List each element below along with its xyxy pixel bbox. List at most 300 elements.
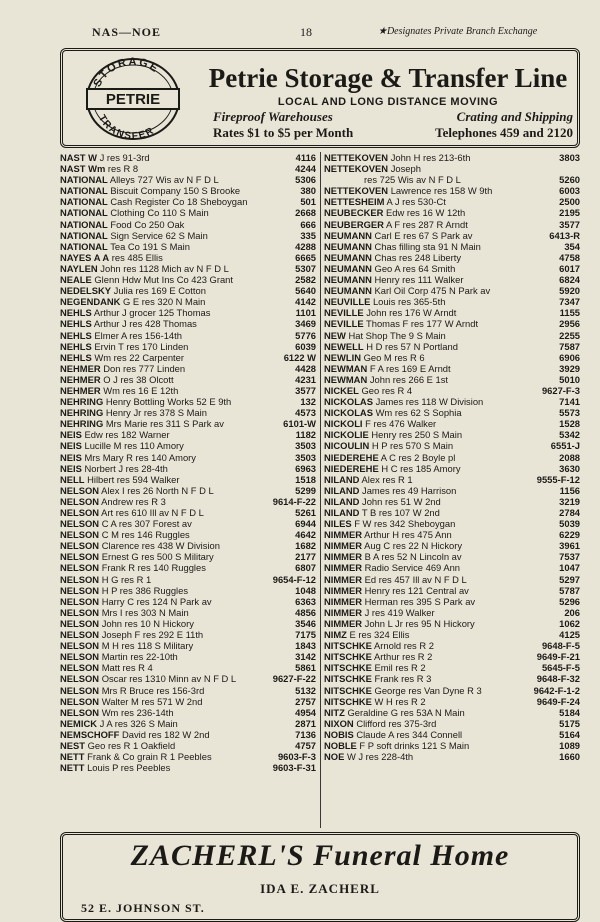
entry-detail: F P soft drinks 121 S Main [359,739,470,751]
entry-phone: 5039 [559,518,580,530]
entry-name: NICKOLIE [324,429,369,441]
directory-entry [60,629,316,640]
entry-detail: F res 476 Walker [365,418,437,430]
directory-entry [324,363,580,374]
entry-name: NELSON [60,529,100,541]
entry-detail: Harry C res 124 N Park av [101,595,212,607]
entry-detail: Henry res 121 Central av [364,584,469,596]
directory-entry [324,252,580,263]
directory-entry [324,263,580,274]
entry-detail: Mrs R Bruce res 156-3rd [101,684,205,696]
entry-name: NILAND [324,484,360,496]
directory-entry [324,485,580,496]
entry-name: NICKEL [324,384,359,396]
petrie-seal-logo [83,57,183,141]
entry-name: NELSON [60,495,100,507]
entry-detail: Wm res 16 E 12th [103,384,179,396]
entry-phone: 2088 [559,451,580,463]
directory-entry [324,673,580,684]
entry-name: NEUMANN [324,240,372,252]
entry-detail: Henry res 250 S Main [371,429,463,441]
listing-column-left [60,152,316,773]
directory-entry [60,307,316,318]
directory-entry [60,252,316,263]
entry-detail: Chas res 248 Liberty [374,251,462,263]
entry-detail: H G res R 1 [101,573,152,585]
entry-phone: 3803 [559,152,580,163]
entry-phone: 2255 [559,329,580,341]
directory-entry [324,440,580,451]
entry-name: NATIONAL [60,196,108,208]
entry-detail: Geo res R 4 [361,384,413,396]
entry-phone: 5175 [559,717,580,729]
entry-name: NELSON [60,518,100,530]
entry-phone: 3219 [559,495,580,507]
directory-entry [60,529,316,540]
directory-entry [324,551,580,562]
directory-entry [60,585,316,596]
entry-phone: 4856 [295,606,316,618]
entry-name: NITSCHKE [324,640,372,652]
entry-detail: Karl Oil Corp 475 N Park av [374,285,491,297]
entry-phone: 1101 [295,307,316,319]
entry-detail: Don res 777 Linden [103,362,186,374]
entry-phone: 4758 [559,251,580,263]
entry-detail: John res 176 W Arndt [366,307,457,319]
entry-phone: 1089 [559,739,580,751]
entry-phone: 6551-J [550,440,580,452]
entry-name: NITSCHKE [324,684,372,696]
petrie-warehouses: Fireproof Warehouses [213,109,333,124]
directory-entry [60,685,316,696]
entry-detail: Radio Service 469 Ann [364,562,461,574]
directory-entry [324,185,580,196]
directory-entry [60,740,316,751]
entry-detail: F W res 342 Sheboygan [354,518,456,530]
entry-name: NEIS [60,462,82,474]
entry-name: NEHRING [60,418,104,430]
entry-phone: 9648-F-5 [541,640,580,652]
entry-phone: 5640 [295,285,316,297]
directory-entry [60,196,316,207]
directory-entry [60,396,316,407]
entry-detail: Arthur H res 475 Ann [364,529,452,541]
entry-detail: J res 91-3rd [99,152,150,163]
entry-phone: 4231 [295,373,316,385]
entry-phone: 4642 [295,529,316,541]
directory-entry [60,185,316,196]
entry-name: NEW [324,329,346,341]
entry-phone: 6017 [559,262,580,274]
entry-detail: Chas filling sta 91 N Main [374,240,481,252]
entry-detail: John res 266 E 1st [369,373,449,385]
page-number: 18 [300,25,312,39]
directory-entry [324,230,580,241]
entry-name: NEMSCHOFF [60,728,120,740]
entry-name: NEIS [60,440,82,452]
entry-phone: 6122 W [283,351,316,363]
entry-name: NEHLS [60,351,92,363]
directory-entry [324,474,580,485]
entry-detail: Henry Bottling Works 52 E 9th [105,396,232,408]
entry-phone: 2177 [295,551,316,563]
directory-entry [60,673,316,684]
entry-phone: 1682 [295,540,316,552]
entry-name: NATIONAL [60,174,108,186]
entry-detail: Alleys 727 Wis av N F D L [109,174,219,186]
entry-detail: H P res 570 S Main [371,440,454,452]
entry-detail: James res 49 Harrison [362,484,457,496]
directory-entry [60,285,316,296]
directory-entry [60,551,316,562]
entry-detail: Edw res 182 Warner [84,429,170,441]
directory-entry [324,707,580,718]
entry-detail: Geo M res R 6 [363,351,425,363]
entry-phone: 2871 [295,717,316,729]
entry-name: NOBLE [324,739,357,751]
entry-detail: Food Co 250 Oak [110,218,185,230]
directory-entry [60,241,316,252]
entry-detail: Cash Register Co 18 Sheboygan [110,196,248,208]
entry-phone: 5645-F-5 [541,662,580,674]
entry-name: NIMMER [324,606,363,618]
entry-phone: 9649-F-24 [536,695,580,707]
directory-entry [60,452,316,463]
entry-name: NELL [60,473,85,485]
entry-phone: 3577 [559,218,580,230]
entry-phone: 9648-F-32 [536,673,580,685]
entry-name: NOE [324,751,345,763]
entry-detail: A F res 287 R Arndt [386,218,468,230]
zacherl-advertisement [60,832,580,922]
entry-name: NIXON [324,717,354,729]
entry-phone: 9654-F-12 [272,573,316,585]
entry-detail: Claude A res 344 Connell [356,728,463,740]
entry-name: NEUMANN [324,285,372,297]
entry-detail: Wm res 22 Carpenter [94,351,185,363]
entry-name: NELSON [60,662,100,674]
entry-name: NEHLS [60,307,92,319]
entry-phone: 6906 [559,351,580,363]
directory-entry [60,474,316,485]
directory-entry [324,618,580,629]
entry-detail: Hat Shop The 9 S Main [348,329,446,341]
entry-name: NELSON [60,573,100,585]
entry-phone: 4573 [295,407,316,419]
entry-name: NITZ [324,706,345,718]
entry-detail: David res 182 W 2nd [121,728,210,740]
directory-entry [60,440,316,451]
entry-phone: 5307 [295,262,316,274]
entry-detail: H C res 185 Amory [381,462,461,474]
entry-detail: Hilbert res 594 Walker [87,473,180,485]
directory-entry [60,418,316,429]
petrie-rates: Rates $1 to $5 per Month [213,125,354,140]
entry-detail: John res 51 W 2nd [362,495,441,507]
entry-detail: H D res 57 N Portland [366,340,458,352]
entry-name: NEIS [60,429,82,441]
directory-entry [60,751,316,762]
entry-detail: C M res 146 Ruggles [101,529,190,541]
entry-phone: 1528 [559,418,580,430]
entry-name: NICKOLAS [324,396,373,408]
entry-name: NELSON [60,562,100,574]
petrie-subtitle: LOCAL AND LONG DISTANCE MOVING [277,96,499,108]
entry-detail: Ervin T res 170 Linden [94,340,189,352]
directory-entry [60,562,316,573]
entry-name: NEUMANN [324,274,372,286]
entry-detail: Joseph F res 292 E 11th [101,629,204,641]
entry-phone: 5920 [559,285,580,297]
entry-detail: Henry res 111 Walker [374,274,464,286]
entry-detail: Frank & Co grain R 1 Peebles [87,751,212,763]
entry-detail: Sign Service 62 S Main [110,229,208,241]
entry-detail: Louis P res Peebles [87,762,171,774]
entry-phone: 2668 [295,207,316,219]
directory-entry [324,452,580,463]
entry-detail: Frank R res 140 Ruggles [101,562,206,574]
directory-listing [60,152,580,828]
entry-name: NIMMER [324,617,363,629]
entry-name: NEWELL [324,340,364,352]
entry-phone: 7136 [295,728,316,740]
entry-phone: 5299 [295,484,316,496]
entry-phone: 4116 [295,152,316,163]
entry-name: NELSON [60,584,100,596]
directory-entry [324,585,580,596]
entry-detail: John res 10 N Hickory [101,617,194,629]
entry-name: NEIS [60,451,82,463]
entry-name: NAYLEN [60,262,98,274]
entry-name: NELSON [60,540,100,552]
entry-name: NELSON [60,673,100,685]
directory-entry [324,574,580,585]
directory-entry [60,219,316,230]
entry-phone: 1156 [559,484,580,496]
entry-name: NIMMER [324,551,363,563]
directory-entry [60,152,316,163]
entry-name: NIMMER [324,540,363,552]
entry-phone: 501 [300,196,316,208]
entry-phone: 7587 [559,340,580,352]
directory-entry [324,496,580,507]
entry-name: NICOULIN [324,440,370,452]
entry-detail: Tea Co 191 S Main [110,240,190,252]
entry-phone: 2195 [559,207,580,219]
entry-name: NATIONAL [60,229,108,241]
entry-name: NELSON [60,695,100,707]
directory-entry [60,429,316,440]
directory-entry [60,485,316,496]
entry-phone: 6003 [559,185,580,197]
zacherl-subtitle: IDA E. ZACHERL [260,881,380,896]
entry-phone: 5261 [295,507,316,518]
seal-bottom-text: TRANSFER [95,113,157,141]
entry-phone: 9614-F-22 [272,495,316,507]
directory-entry [324,418,580,429]
directory-entry [60,230,316,241]
directory-entry [60,540,316,551]
entry-phone: 1182 [295,429,316,441]
entry-name: NETTESHEIM [324,196,385,208]
listing-column-right [324,152,580,762]
page-header-legend: ★Designates Private Branch Exchange [378,26,538,37]
directory-entry [60,207,316,218]
directory-entry [324,751,580,762]
directory-entry [60,296,316,307]
entry-phone: 5132 [295,684,316,696]
entry-phone: 1048 [295,584,316,596]
entry-detail: Aug C res 22 N Hickory [364,540,463,552]
entry-phone: 2757 [295,695,316,707]
entry-phone: 7141 [559,396,580,408]
entry-phone: 9627-F-3 [541,384,580,396]
entry-name: NIMMER [324,584,363,596]
directory-entry [324,307,580,318]
entry-detail: Mrs Marie res 311 S Park av [105,418,224,430]
entry-phone: 1047 [559,562,580,574]
entry-detail: Martin res 22-10th [101,651,178,663]
entry-phone: 5306 [295,174,316,186]
entry-detail: Carl E res 67 S Park av [374,229,473,241]
directory-entry [60,618,316,629]
entry-name: NETTEKOVEN [324,163,389,175]
directory-entry [324,396,580,407]
entry-phone: 354 [564,240,580,252]
entry-phone: 1518 [295,473,316,485]
entry-name: NEHRING [60,407,104,419]
directory-entry [324,662,580,673]
entry-detail: Clothing Co 110 S Main [110,207,209,219]
entry-phone: 3929 [559,362,580,374]
directory-entry [324,318,580,329]
entry-phone: 3469 [295,318,316,330]
entry-name: NEUBERGER [324,218,384,230]
entry-phone: 2784 [559,507,580,518]
entry-name: NAST W [60,152,97,163]
petrie-crating: Crating and Shipping [456,109,573,124]
entry-detail: Joseph [390,163,421,175]
entry-phone: 6039 [295,340,316,352]
directory-entry [324,385,580,396]
entry-phone: 335 [300,229,316,241]
entry-phone: 2500 [559,196,580,208]
entry-detail: Frank res R 3 [374,673,432,685]
entry-name: NEVILLE [324,318,364,330]
entry-phone: 9627-F-22 [272,673,316,685]
directory-entry [60,607,316,618]
entry-phone: 5260 [559,174,580,186]
entry-detail: T B res 107 W 2nd [361,507,440,518]
entry-phone: 380 [300,185,316,197]
entry-phone: 6807 [295,562,316,574]
directory-entry [60,640,316,651]
entry-phone: 5296 [559,595,580,607]
entry-name: NICKOLAS [324,407,373,419]
entry-phone: 3503 [295,440,316,452]
entry-name: NEST [60,739,86,751]
entry-phone: 7347 [559,296,580,308]
directory-entry [60,574,316,585]
entry-phone: 4244 [295,163,316,175]
directory-entry [324,562,580,573]
entry-detail: Herman res 395 S Park av [364,595,476,607]
entry-name: NELSON [60,606,100,618]
directory-entry [60,662,316,673]
directory-entry [60,407,316,418]
entry-name: NELSON [60,640,100,652]
directory-entry [60,496,316,507]
directory-entry [324,285,580,296]
entry-detail: A J res 530-Ct [386,196,446,208]
entry-phone: 5184 [559,706,580,718]
directory-entry [324,174,580,185]
entry-name: NELSON [60,507,100,518]
entry-detail: Mrs I res 303 N Main [101,606,189,618]
entry-phone: 7537 [559,551,580,563]
entry-detail: Elmer A res 156-14th [94,329,182,341]
entry-detail: Henry Jr res 378 S Main [105,407,207,419]
entry-phone: 4125 [559,629,580,641]
entry-name: NEWMAN [324,373,368,385]
entry-name: NATIONAL [60,218,108,230]
entry-phone: 9603-F-31 [272,762,316,774]
entry-name: NILAND [324,473,360,485]
entry-name: NITSCHKE [324,695,372,707]
directory-entry [324,696,580,707]
seal-top-text: STORAGE [91,57,162,90]
entry-name: NEHLS [60,340,92,352]
entry-name: NAYES A A [60,251,110,263]
entry-name: NIMMER [324,573,363,585]
entry-name: NETT [60,751,85,763]
directory-entry [324,219,580,230]
entry-phone: 206 [564,606,580,618]
entry-detail: res 485 Ellis [111,251,163,263]
entry-detail: O J res 38 Olcott [103,373,174,385]
entry-name: NITSCHKE [324,662,372,674]
entry-detail: Clifford res 375-3rd [356,717,437,729]
entry-detail: G E res 320 N Main [123,296,206,308]
directory-entry [324,163,580,174]
entry-name: NEHRING [60,396,104,408]
directory-entry [60,263,316,274]
entry-detail: James res 118 W Division [375,396,484,408]
entry-name: NOBIS [324,728,354,740]
entry-name: NETT [60,762,85,774]
entry-detail: George res Van Dyne R 3 [374,684,482,696]
entry-name: NATIONAL [60,185,108,197]
directory-entry [60,596,316,607]
directory-entry [60,707,316,718]
petrie-advertisement [60,48,580,148]
entry-phone: 4142 [295,296,316,308]
entry-name: NEUVILLE [324,296,371,308]
directory-entry [324,740,580,751]
directory-entry [324,629,580,640]
zacherl-address: 52 E. JOHNSON ST. [81,901,205,915]
entry-phone: 5861 [295,662,316,674]
directory-entry [324,540,580,551]
entry-name: NILAND [324,507,360,518]
entry-name: NEDELSKY [60,285,112,297]
entry-phone: 5164 [559,728,580,740]
entry-name: NEUMANN [324,229,372,241]
directory-entry [324,651,580,662]
directory-entry [324,207,580,218]
entry-phone: 5787 [559,584,580,596]
entry-name: NEHMER [60,373,101,385]
